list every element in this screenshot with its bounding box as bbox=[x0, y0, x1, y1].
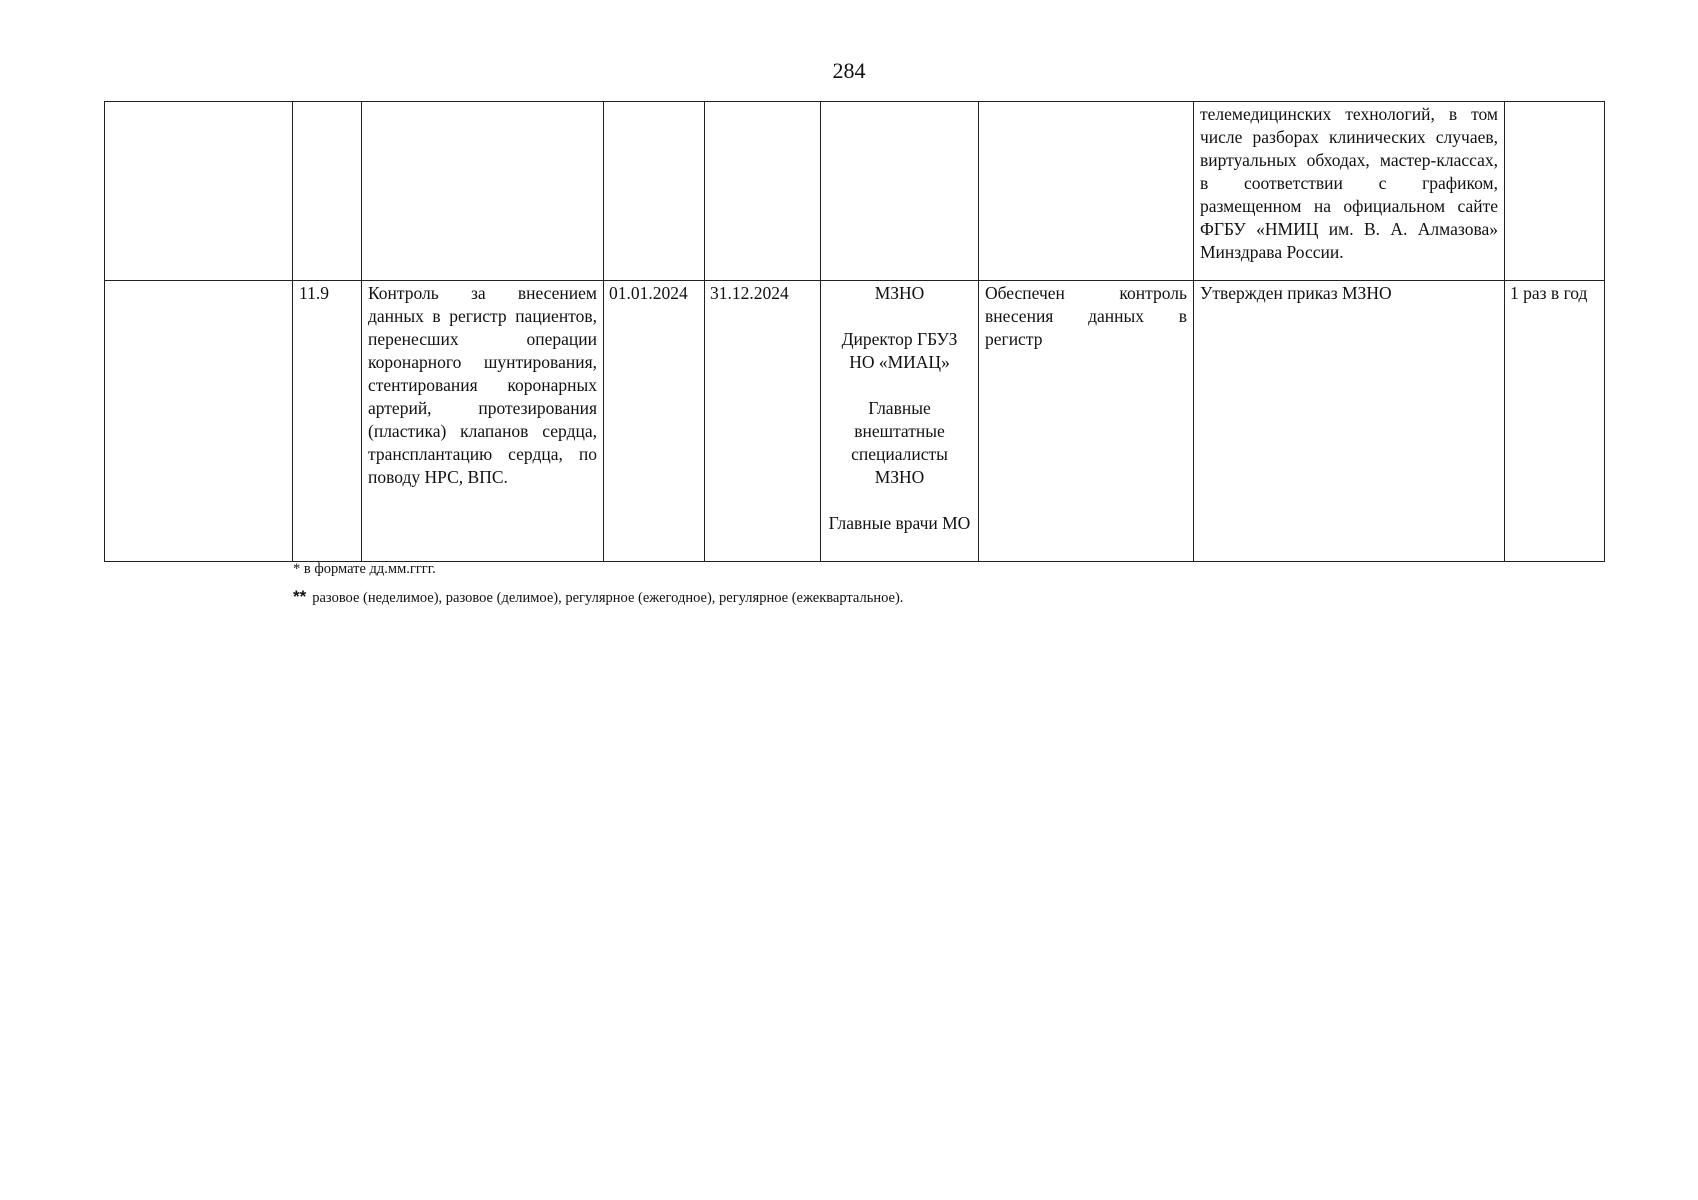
table-row-11-9 bbox=[105, 281, 1605, 562]
cell-empty-1 bbox=[293, 102, 362, 281]
cell-start-date: 01.01.2024 bbox=[604, 281, 705, 562]
cell-empty-8 bbox=[1505, 102, 1605, 281]
cell-responsible: МЗНО Директор ГБУЗ НО «МИАЦ» Главные внештатные специалисты МЗНО Главные врачи МО bbox=[821, 281, 979, 562]
footnote-date-format: * в формате дд.мм.гггг. bbox=[293, 561, 436, 577]
cell-empty-5 bbox=[821, 102, 979, 281]
cell-empty-0 bbox=[105, 102, 293, 281]
cell-event-description: Контроль за внесением данных в регистр пациентов, перенесших операции коронарного шунтирования, стентирования коронарных артерий, протезирования (пластика) клапанов сердца, трансплантацию сердца, по поводу НРС, ВПС. bbox=[362, 281, 604, 562]
table-row-continuation bbox=[105, 102, 1605, 281]
footnote-event-types-text: разовое (неделимое), разовое (делимое), регулярное (ежегодное), регулярное (ежеквартальное). bbox=[312, 590, 904, 606]
plan-table bbox=[104, 101, 1605, 562]
cell-empty-4 bbox=[705, 102, 821, 281]
cell-row-number: 11.9 bbox=[293, 281, 362, 562]
footnotes bbox=[293, 560, 1593, 607]
page-number: 284 bbox=[832, 58, 866, 83]
cell-continuation-result: телемедицинских технологий, в том числе разборах клинических случаев, виртуальных обходах, мастер-классах, в соответствии с графиком, размещенном на официальном сайте ФГБУ «НМИЦ им. В. А. Алмазова» Минздрава России. bbox=[1194, 102, 1505, 281]
cell-empty-6 bbox=[979, 102, 1194, 281]
cell-periodicity: 1 раз в год bbox=[1505, 281, 1605, 562]
cell-empty-2 bbox=[362, 102, 604, 281]
cell-end-date: 31.12.2024 bbox=[705, 281, 821, 562]
footnote-event-types bbox=[293, 588, 1593, 607]
cell-result: Обеспечен контроль внесения данных в регистр bbox=[979, 281, 1194, 562]
cell-empty-main-0 bbox=[105, 281, 293, 562]
footnote-marker: ** bbox=[293, 587, 307, 606]
cell-empty-3 bbox=[604, 102, 705, 281]
cell-document: Утвержден приказ МЗНО bbox=[1194, 281, 1505, 562]
